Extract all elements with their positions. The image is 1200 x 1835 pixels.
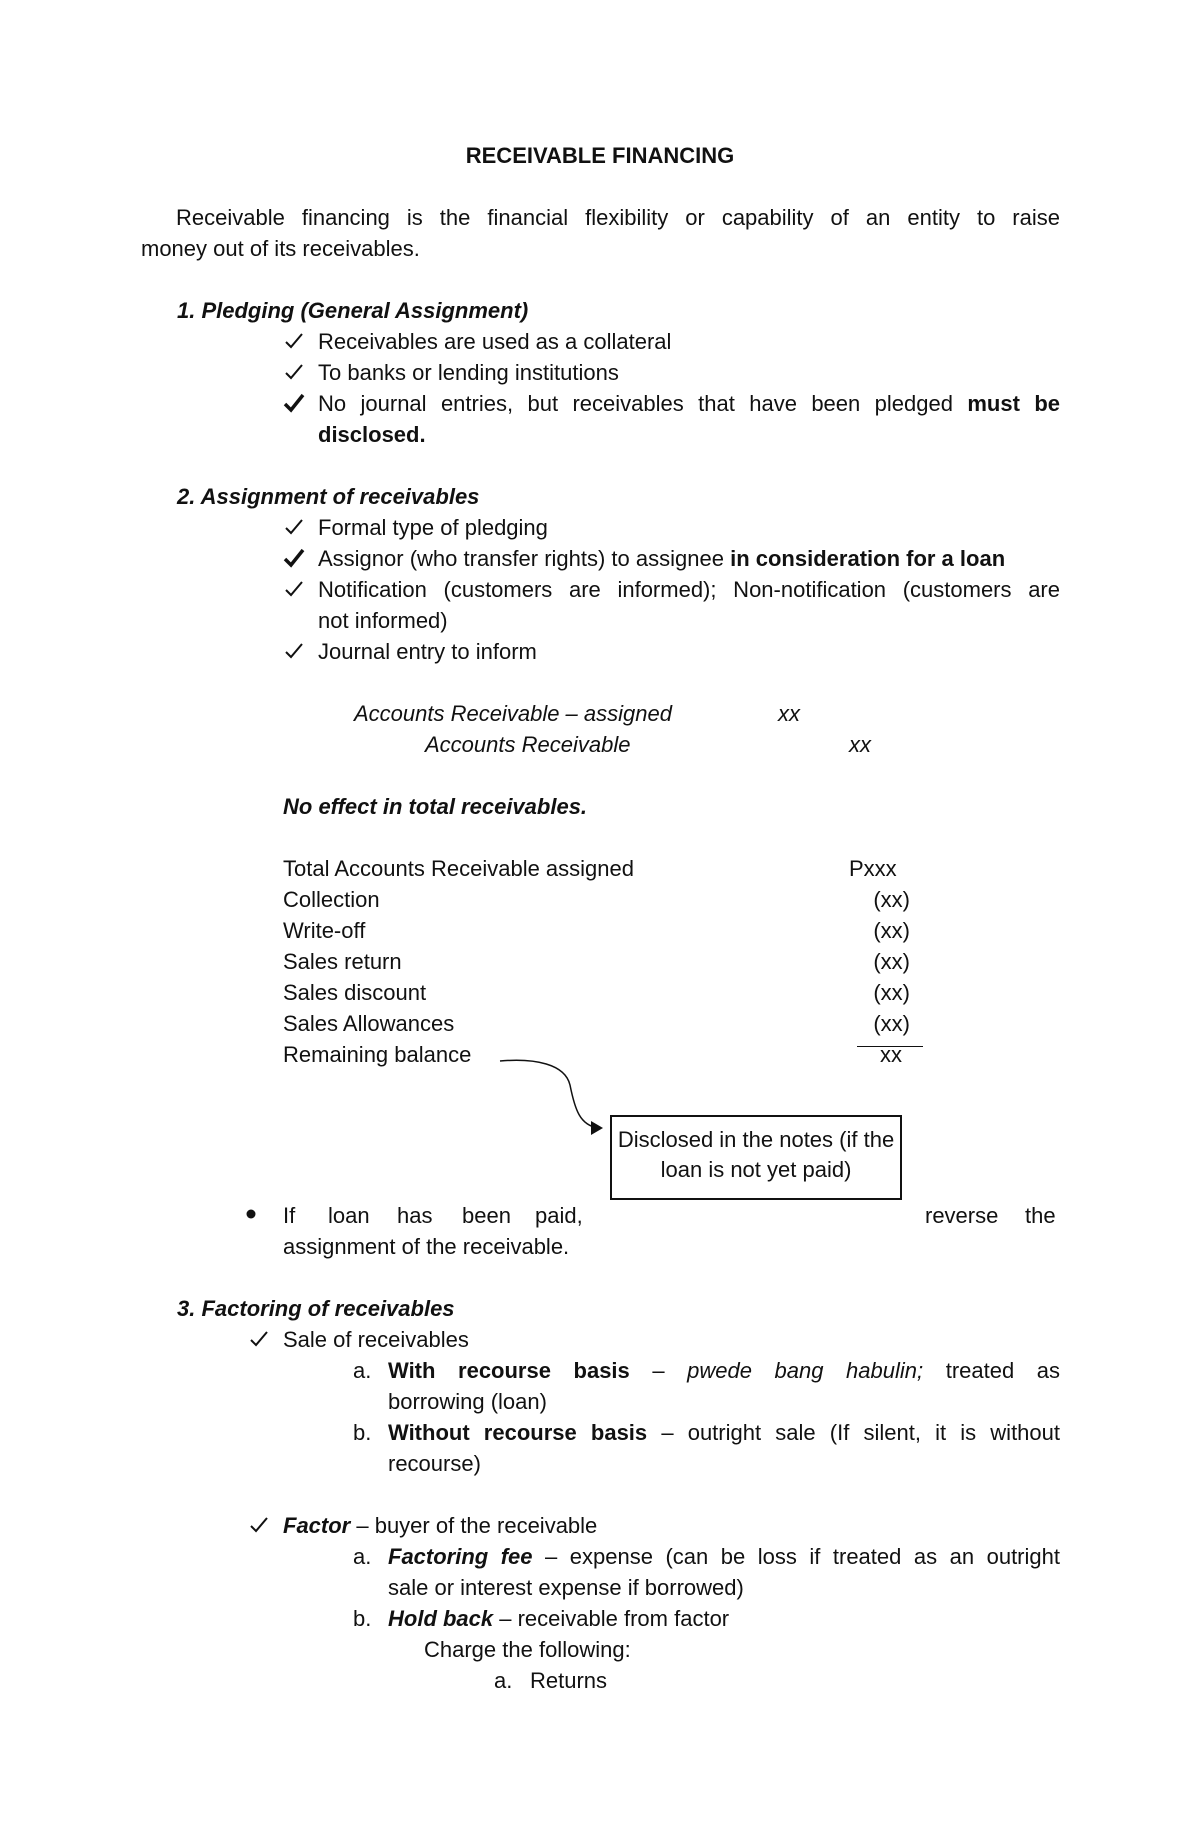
factor-definition [283,1510,597,1541]
journal-debit-amount: xx [778,701,800,726]
dot-bullet-word: paid, [535,1203,583,1228]
section-1-heading: 1. Pledging (General Assignment) [177,298,529,323]
schedule-label: Remaining balance [283,1042,472,1067]
curved-arrow-icon [495,1050,615,1140]
check-mark-icon [248,1328,270,1350]
s2-bullet-2 [318,543,1005,574]
without-recourse-line-2: recourse) [388,1451,481,1476]
list-marker: a. [353,1544,372,1569]
check-mark-icon [283,578,305,600]
s1-bullet-2: To banks or lending institutions [318,360,619,385]
without-recourse-term: Without recourse basis [388,1420,648,1445]
schedule-label: Sales Allowances [283,1011,455,1036]
list-marker: a. [353,1358,372,1383]
journal-debit-account: Accounts Receivable – assigned [354,701,672,726]
schedule-amount: (xx) [873,949,910,974]
s1-bullet-3-line-2: disclosed. [318,422,426,447]
s1-bullet-3-emphasis: must be [967,391,1060,416]
schedule-label: Sales discount [283,980,427,1005]
schedule-amount: Pxxx [849,856,897,881]
intro-line-2: money out of its receivables. [141,236,420,261]
without-recourse-line-1 [388,1417,1060,1448]
dot-bullet-word: loan [328,1203,370,1228]
with-recourse-rest: treated as [923,1358,1061,1383]
s2-bullet-3-line-2: not informed) [318,608,448,633]
with-recourse-line-2: borrowing (loan) [388,1389,547,1414]
without-recourse-rest: – outright sale (If silent, it is without [647,1420,1060,1445]
schedule-label: Collection [283,887,380,912]
with-recourse-phrase: pwede bang habulin; [687,1358,924,1383]
hold-back-term: Hold back [388,1606,494,1631]
with-recourse-term: With recourse basis [388,1358,630,1383]
no-effect-note: No effect in total receivables. [283,794,588,819]
s2-bullet-4: Journal entry to inform [318,639,537,664]
page-title: RECEIVABLE FINANCING [465,143,735,168]
round-bullet-icon [245,1208,257,1220]
journal-credit-amount: xx [849,732,871,757]
check-mark-icon [283,361,305,383]
schedule-amount: (xx) [873,980,910,1005]
dot-bullet-word: If [283,1203,296,1228]
schedule-amount: (xx) [873,918,910,943]
factoring-fee-line-2: sale or interest expense if borrowed) [388,1575,744,1600]
section-2-heading: 2. Assignment of receivables [177,484,480,509]
list-marker: b. [353,1606,372,1631]
schedule-label: Write-off [283,918,366,943]
factoring-fee-rest: – expense (can be loss if treated as an outright [532,1544,1060,1569]
section-3-heading: 3. Factoring of receivables [177,1296,455,1321]
check-mark-icon [248,1514,270,1536]
factoring-fee-line-1 [388,1541,1060,1572]
dot-bullet-word: the [1025,1203,1056,1228]
intro-line-1: Receivable financing is the financial flexibility or capability of an entity to raise [176,205,1060,230]
hold-back-rest: – receivable from factor [493,1606,730,1631]
check-mark-icon [283,516,305,538]
dot-bullet-word: reverse [925,1203,999,1228]
s2-bullet-1: Formal type of pledging [318,515,548,540]
with-recourse-line-1 [388,1355,1060,1386]
s1-bullet-3-line-1 [318,388,1060,419]
schedule-amount: xx [880,1042,902,1067]
schedule-amount: (xx) [873,887,910,912]
bold-check-mark-icon [283,392,305,414]
s2-bullet-2-emphasis: in consideration for a loan [730,546,1006,571]
journal-credit-account: Accounts Receivable [425,732,631,757]
check-mark-icon [283,330,305,352]
s3-bullet-1: Sale of receivables [283,1327,469,1352]
s2-bullet-3-line-1: Notification (customers are informed); Non-notification (customers are [318,577,1060,602]
charge-following: Charge the following: [424,1637,631,1662]
dot-bullet-word: has [397,1203,433,1228]
dot-bullet-line-2: assignment of the receivable. [283,1234,570,1259]
charge-item-returns: Returns [530,1668,608,1693]
list-marker: b. [353,1420,372,1445]
list-marker: a. [494,1668,513,1693]
schedule-amount: (xx) [873,1011,910,1036]
bold-check-mark-icon [283,547,305,569]
with-recourse-dash: – [629,1358,688,1383]
factor-rest: – buyer of the receivable [350,1513,598,1538]
disclosure-note-box: Disclosed in the notes (if the loan is not yet paid) [610,1115,902,1200]
check-mark-icon [283,640,305,662]
factoring-fee-term: Factoring fee [388,1544,533,1569]
schedule-label: Total Accounts Receivable assigned [283,856,634,881]
factor-term: Factor [283,1513,351,1538]
hold-back-line [388,1603,729,1634]
s2-bullet-2-text: Assignor (who transfer rights) to assignee [318,546,724,571]
s1-bullet-3-text: No journal entries, but receivables that have been pledged [318,391,953,416]
schedule-label: Sales return [283,949,402,974]
s1-bullet-1: Receivables are used as a collateral [318,329,672,354]
dot-bullet-word: been [462,1203,511,1228]
